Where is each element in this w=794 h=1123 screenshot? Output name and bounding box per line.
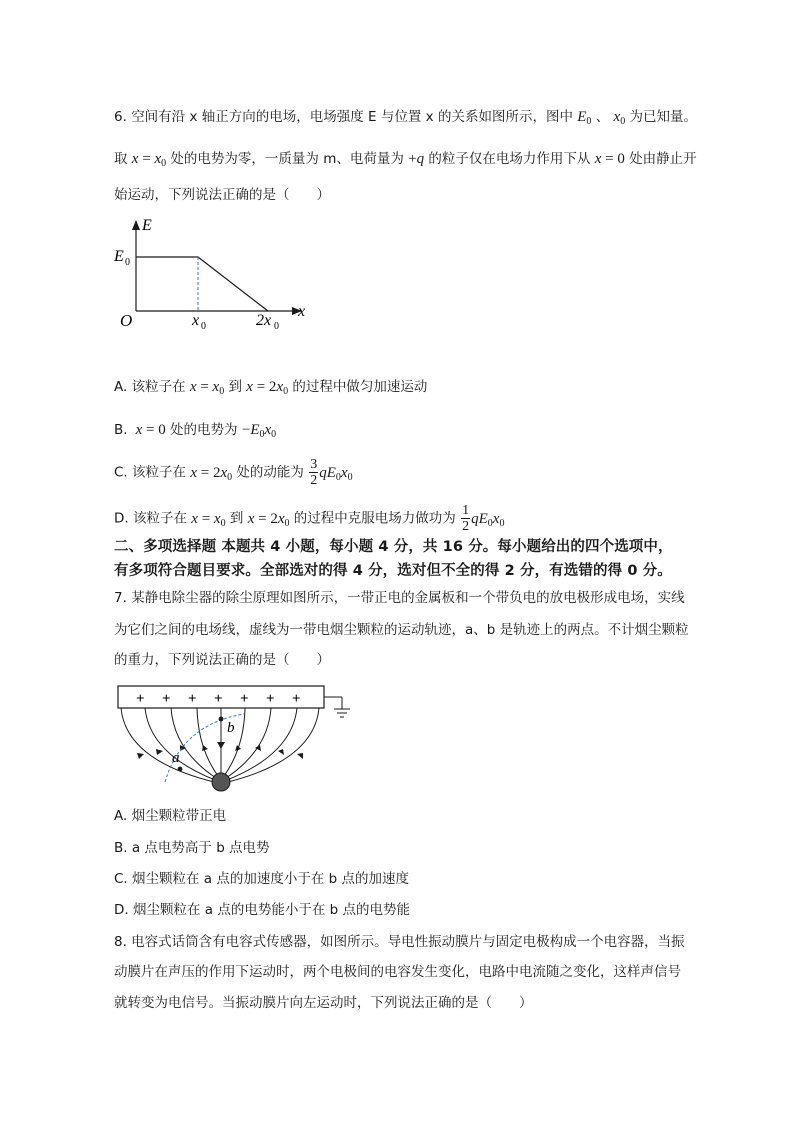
option-b-label: B. bbox=[114, 422, 128, 438]
point-a-label: a bbox=[172, 750, 180, 766]
section2-heading-line1: 二、多项选择题 本题共 4 小题，每小题 4 分，共 16 分。每小题给出的四个选项中， bbox=[114, 539, 673, 555]
q8-line3: 就转变为电信号。当振动膜片向左运动时，下列说法正确的是（ ） bbox=[114, 995, 533, 1011]
y-axis-label: E bbox=[142, 217, 152, 234]
option-c-mid: 处的动能为 bbox=[236, 464, 304, 481]
option-d-label: D. bbox=[114, 510, 129, 527]
plus-sign: + bbox=[136, 691, 145, 707]
plus-sign: + bbox=[162, 691, 171, 707]
q6-line2-mid: 处的电势为零，一质量为 m、电荷量为 bbox=[170, 151, 404, 167]
field-line bbox=[228, 708, 319, 782]
q6-stem-text: 空间有沿 x 轴正方向的电场，电场强度 E 与位置 x 的关系如图所示，图中 bbox=[131, 109, 573, 125]
q6-line1 bbox=[114, 107, 697, 127]
q8-line1: 8. 电容式话筒含有电容式传感器，如图所示。导电性振动膜片与固定电极构成一个电容器，当振 bbox=[114, 934, 685, 950]
x-eq-0-expr: x = 0 bbox=[594, 151, 625, 167]
q6-line2 bbox=[114, 149, 697, 169]
frac-denominator: 2 bbox=[462, 519, 470, 534]
e0-axis-sub: 0 bbox=[125, 257, 130, 268]
q6-line2-mid2: 的粒子仅在电场力作用下从 bbox=[428, 151, 591, 167]
option-b-text: 处的电势为 bbox=[170, 422, 238, 438]
point-a bbox=[178, 767, 183, 772]
x-eq-0-expr: x = 0 bbox=[131, 422, 166, 438]
qe0x0-expr: $qE_0x_0$ bbox=[319, 464, 353, 483]
q7-option-a[interactable]: A. 烟尘颗粒带正电 bbox=[114, 808, 227, 824]
section2-heading-line2: 有多项符合题目要求。全部选对的得 4 分，选对但不全的得 2 分，有选错的得 0 分。 bbox=[114, 563, 672, 579]
x-eq-2x0-expr: $x = 2x_0$ bbox=[190, 464, 233, 483]
frac-numerator: 1 bbox=[462, 503, 470, 518]
q6-option-b[interactable] bbox=[114, 420, 276, 440]
q7-option-d[interactable]: D. 烟尘颗粒在 a 点的电势能小于在 b 点的电势能 bbox=[114, 902, 410, 918]
option-a-end: 的过程中做匀加速运动 bbox=[292, 379, 428, 395]
plus-sign: + bbox=[188, 691, 197, 707]
q6-number: 6. bbox=[114, 109, 127, 125]
q6-separator: 、 bbox=[595, 109, 610, 125]
q7-line2: 为它们之间的电场线，虚线为一带电烟尘颗粒的运动轨迹，a、b 是轨迹上的两点。不计烟尘颗粒 bbox=[114, 622, 689, 638]
q6-option-c[interactable] bbox=[114, 457, 353, 488]
frac-denominator: 2 bbox=[310, 473, 318, 488]
field-line bbox=[226, 708, 271, 778]
qe0x0-expr: $qE_0x_0$ bbox=[471, 510, 505, 529]
option-d-text: 该粒子在 bbox=[132, 510, 187, 527]
plus-q-expr: +q bbox=[408, 151, 425, 167]
q6-line2-end: 处由静止开 bbox=[629, 151, 697, 167]
plus-sign: + bbox=[266, 691, 275, 707]
e0-symbol: $E_0$ bbox=[577, 109, 592, 127]
option-a-to: 到 bbox=[228, 379, 242, 395]
x-eq-x0-expr: $x = x_0$ bbox=[191, 510, 226, 529]
x0-tick-sub: 0 bbox=[201, 321, 206, 332]
q7-option-c[interactable]: C. 烟尘颗粒在 a 点的加速度小于在 b 点的加速度 bbox=[114, 871, 410, 887]
option-c-text: 该粒子在 bbox=[132, 464, 187, 481]
option-a-text: 该粒子在 bbox=[131, 379, 186, 395]
q7-option-b[interactable]: B. a 点电势高于 b 点电势 bbox=[114, 840, 270, 856]
x-eq-2x0-expr: $x = 2x_0$ bbox=[246, 379, 289, 397]
field-curve bbox=[136, 257, 268, 311]
q6-line2-start: 取 bbox=[114, 151, 128, 167]
q8-line2: 动膜片在声压的作用下运动时，两个电极间的电容发生变化，电路中电流随之变化，这样声信号 bbox=[114, 964, 681, 980]
arrowhead bbox=[297, 753, 303, 759]
q6-stem-end: 为已知量。 bbox=[629, 109, 697, 125]
x-axis-label: x bbox=[298, 303, 306, 320]
frac-numerator: 3 bbox=[310, 457, 318, 472]
arrowhead bbox=[202, 745, 208, 751]
two-x0-tick-sub: 0 bbox=[274, 321, 279, 332]
one-half-fraction bbox=[461, 503, 470, 534]
plus-sign: + bbox=[240, 691, 249, 707]
y-axis-arrow bbox=[132, 220, 140, 230]
two-x0-tick-label: 2x bbox=[256, 312, 272, 329]
q6-line3: 始运动，下列说法正确的是（ ） bbox=[114, 187, 330, 203]
neg-e0x0-expr: $-E_0x_0$ bbox=[241, 422, 277, 440]
origin-label: O bbox=[120, 311, 133, 330]
x-eq-x0-expr: $x = x_0$ bbox=[189, 379, 225, 397]
arrowhead bbox=[156, 749, 163, 755]
plus-sign: + bbox=[214, 691, 223, 707]
field-line bbox=[121, 708, 214, 782]
negative-discharge-electrode bbox=[212, 773, 230, 791]
arrowhead bbox=[137, 753, 144, 759]
e-x-graph bbox=[110, 212, 320, 334]
option-d-to: 到 bbox=[229, 510, 244, 527]
q7-line3: 的重力，下列说法正确的是（ ） bbox=[114, 652, 330, 668]
option-c-label: C. bbox=[114, 464, 128, 481]
x0-symbol: $x_0$ bbox=[613, 109, 626, 127]
x0-tick-label: x bbox=[192, 312, 200, 329]
plus-sign: + bbox=[292, 691, 301, 707]
field-line-arrows bbox=[137, 742, 303, 759]
arrowhead bbox=[217, 742, 225, 749]
x-eq-2x0-expr: $x = 2x_0$ bbox=[247, 510, 290, 529]
x-eq-x0-expr: $x = x_0$ bbox=[131, 151, 167, 169]
point-b bbox=[219, 717, 224, 722]
arrowhead bbox=[278, 749, 284, 755]
q6-option-a[interactable] bbox=[114, 377, 427, 397]
field-line bbox=[171, 708, 216, 778]
option-a-label: A. bbox=[114, 379, 128, 395]
q6-option-d[interactable] bbox=[114, 503, 504, 534]
three-halves-fraction bbox=[309, 457, 318, 488]
precipitator-diagram bbox=[110, 682, 360, 802]
e0-axis-label: E bbox=[114, 248, 124, 265]
point-b-label: b bbox=[227, 720, 235, 736]
q7-line1: 7. 某静电除尘器的除尘原理如图所示，一带正电的金属板和一个带负电的放电极形成电场，实线 bbox=[114, 590, 685, 606]
option-d-mid: 的过程中克服电场力做功为 bbox=[293, 510, 456, 527]
